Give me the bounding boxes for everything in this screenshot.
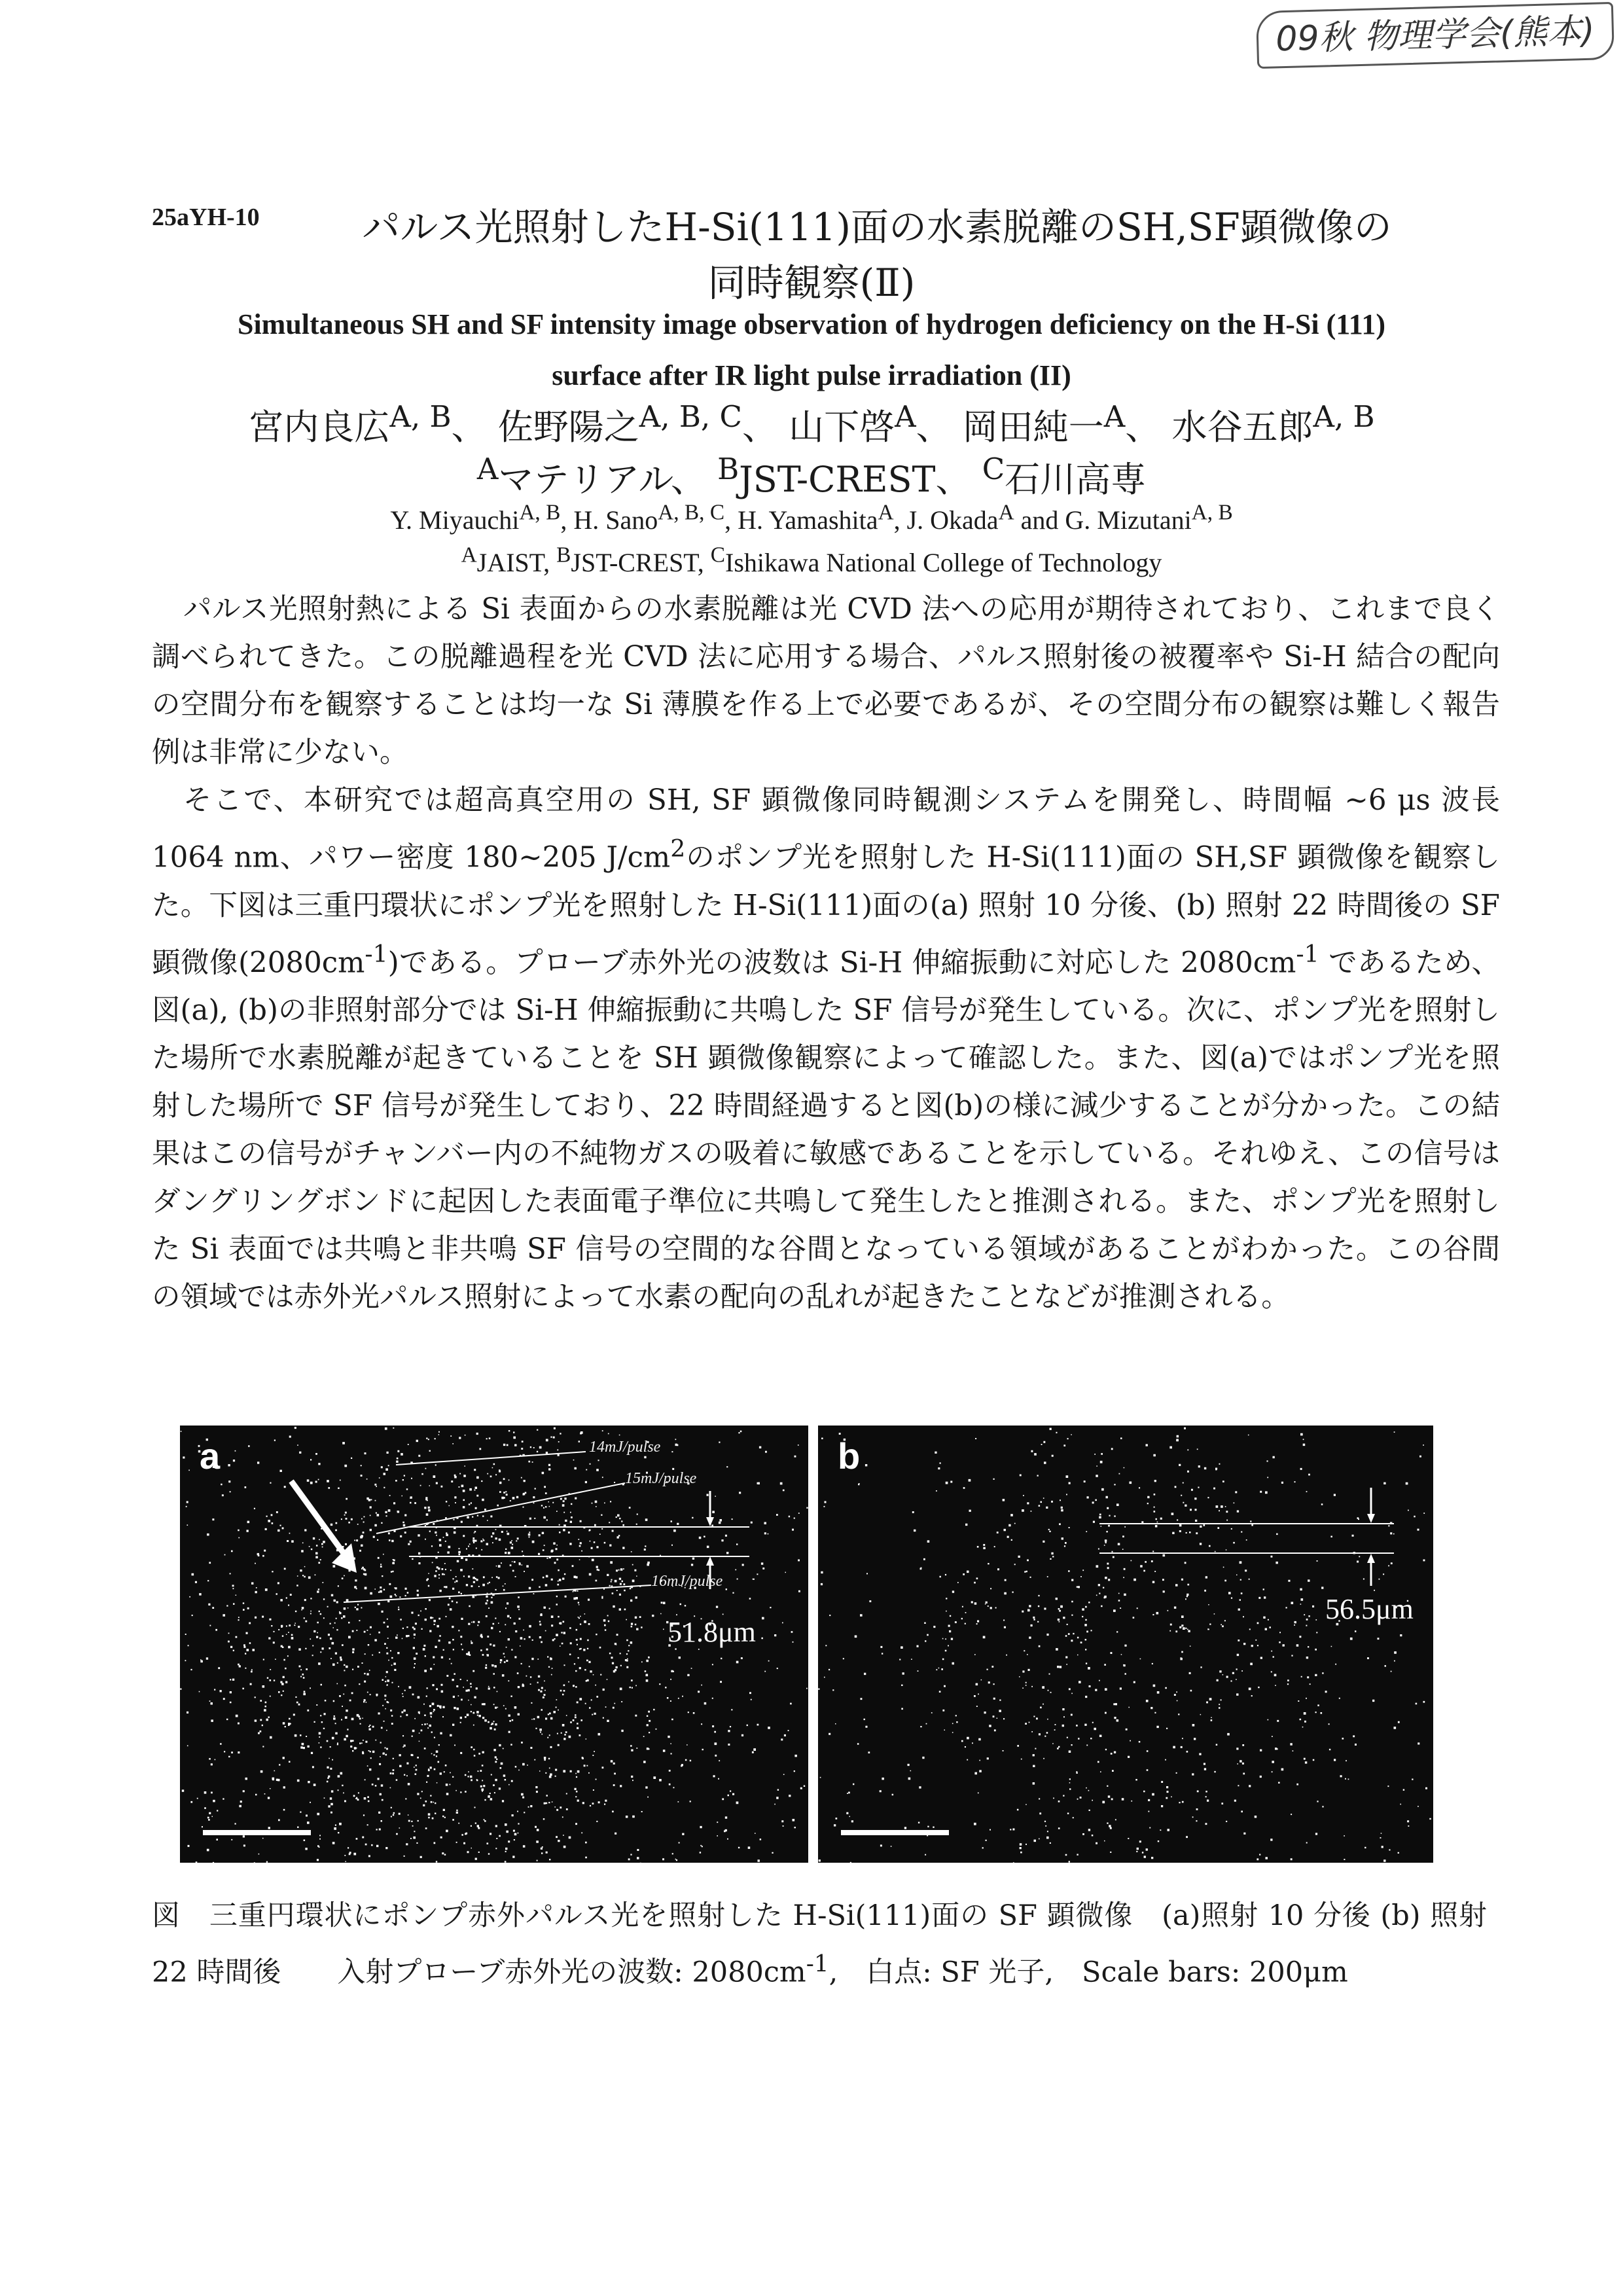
author-en: H. Sano$^{A, B, C}$, — [573, 501, 738, 535]
authors-en — [0, 501, 1623, 535]
affiliations-en — [0, 543, 1623, 578]
affiliation-ja: $^B$JST-CREST、 — [717, 452, 971, 500]
author-en: Y. Miyauchi$^{A, B}$, — [390, 501, 574, 535]
affiliation-en: $^B$JST-CREST, — [556, 543, 711, 578]
affiliations-ja — [0, 452, 1623, 502]
panel-label-a: a — [200, 1435, 221, 1477]
title-en-line-1: Simultaneous SH and SF intensity image observation of hydrogen deficiency on the H-Si (111) — [237, 308, 1386, 340]
authors-ja — [0, 399, 1623, 450]
paper-id: 25aYH-10 — [152, 204, 260, 231]
author-en: G. Mizutani$^{A, B}$ — [1065, 501, 1233, 535]
handwritten-conference-stamp: 09秋 物理学会(熊本) — [1256, 2, 1614, 69]
affiliation-en: $^C$Ishikawa National College of Technology — [710, 543, 1162, 578]
figure-caption: 図 三重円環状にポンプ赤外パルス光を照射した H-Si(111)面の SF 顕微像 (a)照射 10 分後 (b) 照射 22 時間後 入射プローブ赤外光の波数: $2080cm^{-1}$, 白点: SF 光子, Scale bars: 200μm — [152, 1899, 1487, 1989]
author-ja: 佐野陽之$^{A, B, C}$、 — [497, 399, 777, 448]
annotation-14mj: 14mJ/pulse — [589, 1439, 661, 1456]
affiliation-ja: $^A$マテリアル、 — [476, 452, 706, 500]
title-ja-line-1: パルス光照射したH-Si(111)面の水素脱離のSH,SF顕微像の — [362, 205, 1392, 249]
measurement-a: 51.8μm — [668, 1616, 756, 1648]
sf-micrograph-a — [180, 1426, 808, 1863]
title-en-line-2: surface after IR light pulse irradiation (II) — [552, 359, 1071, 391]
author-ja: 岡田純一$^A$、 — [962, 399, 1161, 448]
author-ja: 山下啓$^A$、 — [789, 399, 952, 448]
title-ja-line-2: 同時観察(Ⅱ) — [707, 260, 916, 305]
panel-label-b: b — [838, 1435, 861, 1477]
affiliation-ja: $^C$石川高専 — [982, 452, 1147, 500]
sf-micrograph-b — [818, 1426, 1433, 1863]
author-ja: 水谷五郎$^{A, B}$ — [1171, 399, 1375, 448]
annotation-16mj: 16mJ/pulse — [651, 1573, 723, 1590]
paragraph-2: そこで、本研究では超高真空用の SH, SF 顕微像同時観測システムを開発し、時間幅 ~6 μs 波長 1064 nm、パワー密度 180~205 $J/cm^2$のポンプ光を照射した H-Si(111)面の SH,SF 顕微像を観察した。下図は三重円環状にポンプ光を照射した H-Si(111)面の(a) 照射 10 分後、(b) 照射 22 時間後の SF 顕微像$(2080cm^{-1})$である。プローブ赤外光の波数は Si-H 伸縮振動に対応した $2080cm^{-1}$ であるため、図(a), (b)の非照射部分では Si-H 伸縮振動に共鳴した SF 信号が発生している。次に、ポンプ光を照射した場所で水素脱離が起きていることを SH 顕微像観察によって確認した。また、図(a)ではポンプ光を照射した場所で SF 信号が発生しており、22 時間経過すると図(b)の様に減少することが分かった。この結果はこの信号がチャンバー内の不純物ガスの吸着に敏感であることを示している。それゆえ、この信号はダングリングボンドに起因した表面電子準位に共鳴して発生したと推測される。また、ポンプ光を照射した Si 表面では共鳴と非共鳴 SF 信号の空間的な谷間となっている領域があることがわかった。この谷間の領域では赤外光パルス照射によって水素の配向の乱れが起きたことなどが推測される。 — [152, 784, 1500, 1314]
author-ja: 宮内良広$^{A, B}$、 — [248, 399, 487, 448]
author-en: H. Yamashita$^A$, — [738, 501, 907, 535]
affiliation-en: $^A$JAIST, — [461, 543, 557, 578]
annotation-15mj: 15mJ/pulse — [625, 1470, 697, 1487]
author-en: J. Okada$^A$ and — [906, 501, 1065, 535]
micrograph-b-noise — [818, 1426, 1433, 1863]
paragraph-1: パルス光照射熱による Si 表面からの水素脱離は光 CVD 法への応用が期待されており、これまで良く調べられてきた。この脱離過程を光 CVD 法に応用する場合、パルス照射後の被覆率や Si-H 結合の配向の空間分布を観察することは均一な Si 薄膜を作る上で必要であるが、その空間分布の観察は難しく報告例は非常に少ない。 — [152, 593, 1500, 769]
measurement-b: 56.5μm — [1325, 1593, 1414, 1625]
abstract-body — [152, 586, 1500, 1321]
